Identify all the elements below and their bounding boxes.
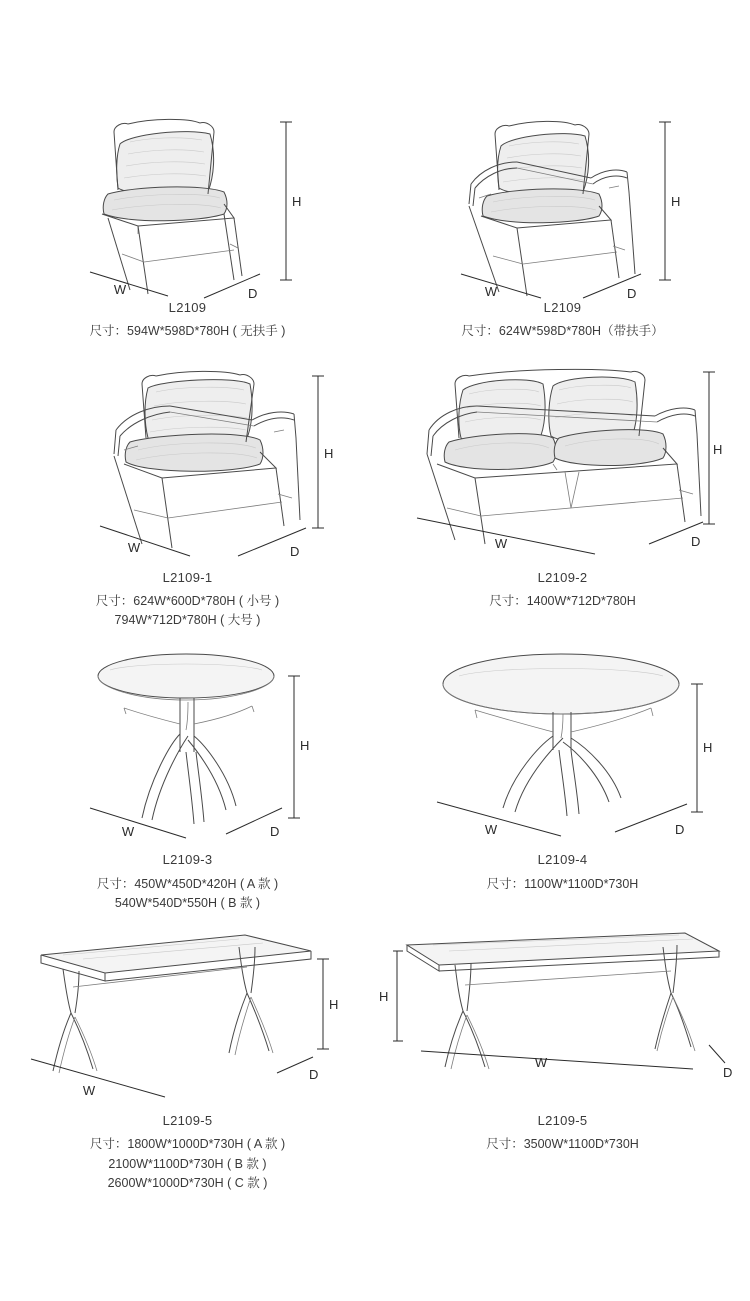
dim-label-d: D (690, 533, 700, 549)
small-round-table-drawing (0, 640, 375, 850)
dims-list (97, 875, 278, 914)
dim-label-h: H (670, 194, 680, 209)
two-seat-sofa-svg (413, 368, 722, 568)
dims-list (487, 875, 639, 894)
dim-label-d: D (674, 822, 684, 838)
caption-small-round-table (97, 850, 278, 913)
dims-line: 尺寸：624W*598D*780H（带扶手） (461, 324, 664, 339)
caption-chair-with-arm (461, 298, 663, 342)
row-lounge-sofa (0, 368, 750, 631)
dims-line: 尺寸：594W*598D*780H ( 无扶手 ) (89, 324, 286, 339)
dim-label-h: H (323, 445, 333, 461)
dining-table-svg (23, 921, 353, 1111)
dims-list (90, 1135, 285, 1193)
dim-label-d: D (626, 286, 636, 301)
small-round-table-svg (38, 640, 338, 850)
row-round-tables (0, 640, 750, 913)
chair-with-arm-drawing (375, 58, 750, 301)
dims-list (90, 322, 286, 341)
large-round-table-svg (413, 640, 713, 850)
item-chair-no-arm (0, 58, 375, 342)
dims-line: 尺寸：1400W*712D*780H (489, 593, 636, 608)
dim-label-h: H (299, 738, 309, 754)
model-label: L2109-1 (162, 569, 213, 585)
model-label: L2109-3 (162, 852, 213, 868)
dim-label-h: H (328, 997, 338, 1013)
dims-line: 尺寸：624W*600D*780H ( 小号 ) (95, 593, 280, 608)
item-large-round-table (375, 640, 750, 913)
chair-with-arm-svg (413, 58, 713, 301)
dim-label-h: H (702, 740, 712, 756)
item-lounge-chair (0, 368, 375, 631)
item-chair-with-arm (375, 58, 750, 342)
dims-line: 尺寸：450W*450D*420H ( A 款 ) (96, 876, 279, 891)
dim-label-w: W (121, 824, 134, 840)
model-label: L2109-2 (537, 569, 588, 585)
two-seat-sofa-drawing (375, 368, 750, 568)
dims-line: 尺寸：1100W*1100D*730H (486, 876, 639, 891)
long-dining-table-drawing (375, 921, 750, 1111)
item-long-dining-table (375, 921, 750, 1193)
dim-label-w: W (534, 1055, 547, 1071)
dims-line: 2600W*1000D*730H ( C 款 ) (107, 1176, 268, 1191)
dim-label-w: W (82, 1083, 95, 1099)
chair-no-arm-svg (38, 58, 338, 301)
caption-lounge-chair (96, 568, 279, 631)
dim-label-w: W (494, 535, 507, 551)
dims-line: 2100W*1100D*730H ( B 款 ) (108, 1156, 267, 1171)
dim-label-d: D (722, 1065, 732, 1081)
model-label: L2109 (543, 300, 582, 315)
model-label: L2109-5 (537, 1113, 588, 1129)
dims-line: 尺寸：3500W*1100D*730H (486, 1137, 639, 1152)
caption-large-round-table (487, 850, 639, 894)
model-label: L2109-4 (537, 852, 588, 868)
dims-list (486, 1135, 639, 1154)
lounge-chair-svg (38, 368, 338, 568)
item-two-seat-sofa (375, 368, 750, 631)
dim-label-w: W (113, 282, 126, 297)
item-dining-table (0, 921, 375, 1193)
dim-label-w: W (484, 822, 497, 838)
item-small-round-table (0, 640, 375, 913)
dims-line: 794W*712D*780H ( 大号 ) (114, 613, 261, 628)
row-dining-tables (0, 921, 750, 1193)
dim-label-d: D (247, 286, 257, 301)
dims-list (489, 592, 636, 611)
dim-label-h: H (291, 194, 301, 209)
dim-label-d: D (308, 1067, 318, 1083)
dims-line: 尺寸：1800W*1000D*730H ( A 款 ) (89, 1137, 286, 1152)
model-label: L2109 (168, 300, 207, 315)
long-dining-table-svg (378, 921, 733, 1111)
dims-list (96, 592, 279, 631)
dims-list (461, 322, 663, 341)
caption-dining-table (90, 1111, 285, 1193)
dim-label-w: W (127, 539, 140, 555)
dims-line: 540W*540D*550H ( B 款 ) (114, 895, 261, 910)
caption-long-dining-table (486, 1111, 639, 1155)
model-label: L2109-5 (162, 1113, 213, 1129)
caption-two-seat-sofa (489, 568, 636, 612)
lounge-chair-drawing (0, 368, 375, 568)
large-round-table-drawing (375, 640, 750, 850)
chair-no-arm-drawing (0, 58, 375, 301)
dimension-sheet (0, 58, 750, 1301)
caption-chair-no-arm (90, 298, 286, 342)
dim-label-h: H (712, 441, 722, 457)
row-chairs (0, 58, 750, 342)
dim-label-d: D (289, 543, 299, 559)
dim-label-h: H (378, 989, 388, 1005)
dining-table-drawing (0, 921, 375, 1111)
dim-label-w: W (484, 284, 497, 299)
dim-label-d: D (269, 824, 279, 840)
